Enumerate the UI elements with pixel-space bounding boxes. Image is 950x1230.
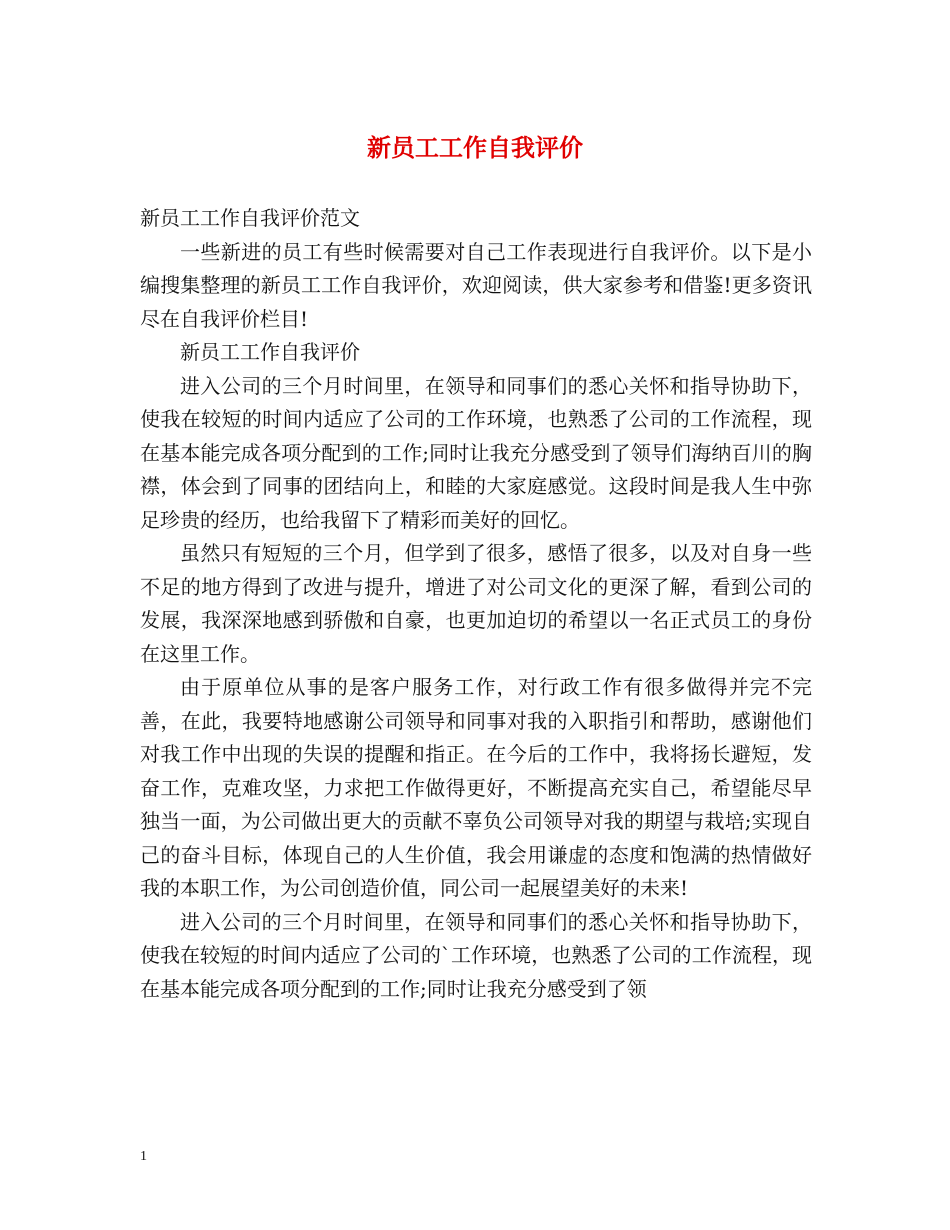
- paragraph-body: 进入公司的三个月时间里，在领导和同事们的悉心关怀和指导协助下，使我在较短的时间内适应了公司的工作环境，也熟悉了公司的工作流程，现在基本能完成各项分配到的工作;同时让我充分感受到了领导们海纳百川的胸襟，体会到了同事的团结向上，和睦的大家庭感觉。这段时间是我人生中弥足珍贵的经历，也给我留下了精彩而美好的回忆。: [140, 373, 812, 532]
- paragraph-heading: 新员工工作自我评价: [180, 340, 360, 364]
- paragraph-intro: 一些新进的员工有些时候需要对自己工作表现进行自我评价。以下是小编搜集整理的新员工工作自我评价，欢迎阅读，供大家参考和借鉴!更多资讯尽在自我评价栏目!: [140, 239, 812, 331]
- document-title: 新员工工作自我评价: [367, 133, 583, 162]
- paragraph-body: 进入公司的三个月时间里，在领导和同事们的悉心关怀和指导协助下，使我在较短的时间内适应了公司的`工作环境，也熟悉了公司的工作流程，现在基本能完成各项分配到的工作;同时让我充分感受到了领: [140, 909, 812, 1001]
- page-number: 1: [140, 1149, 147, 1164]
- paragraph-body: 虽然只有短短的三个月，但学到了很多，感悟了很多，以及对自身一些不足的地方得到了改进与提升，增进了对公司文化的更深了解，看到公司的发展，我深深地感到骄傲和自豪，也更加迫切的希望以一名正式员工的身份在这里工作。: [140, 541, 812, 666]
- paragraph-subtitle: 新员工工作自我评价范文: [140, 206, 360, 230]
- paragraph-body: 由于原单位从事的是客户服务工作，对行政工作有很多做得并完不完善，在此，我要特地感谢公司领导和同事对我的入职指引和帮助，感谢他们对我工作中出现的失误的提醒和指正。在今后的工作中，我将扬长避短，发奋工作，克难攻坚，力求把工作做得更好，不断提高充实自己，希望能尽早独当一面，为公司做出更大的贡献不辜负公司领导对我的期望与栽培;实现自己的奋斗目标，体现自己的人生价值，我会用谦虚的态度和饱满的热情做好我的本职工作，为公司创造价值，同公司一起展望美好的未来!: [140, 675, 812, 900]
- document-body: [140, 202, 812, 1006]
